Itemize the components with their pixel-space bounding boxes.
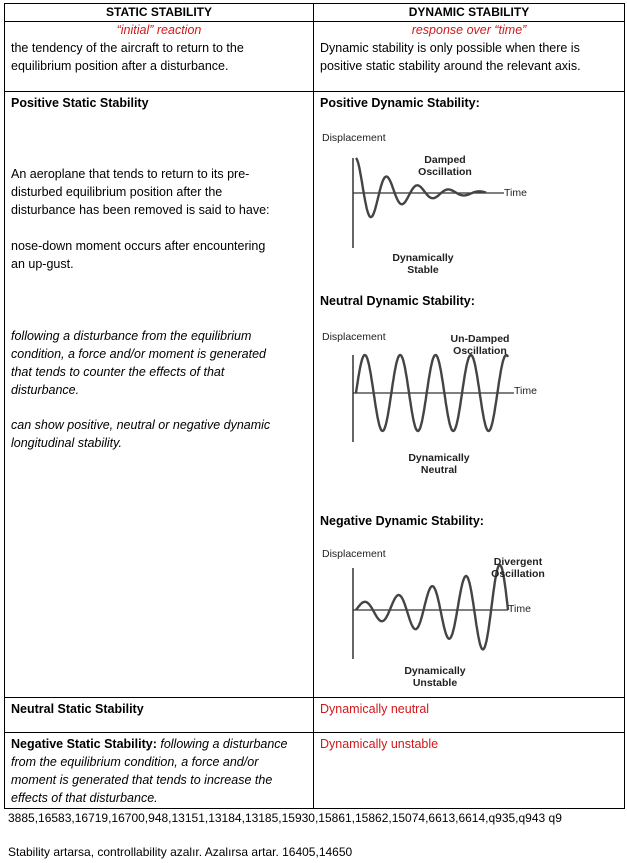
text-line: that tends to counter the effects of that bbox=[11, 365, 225, 379]
caption-line: Dynamically bbox=[404, 665, 466, 677]
table-border-top bbox=[4, 3, 625, 4]
static-definition-line: the tendency of the aircraft to return to the bbox=[11, 41, 244, 55]
positive-static-note bbox=[11, 416, 311, 452]
table-column-divider bbox=[313, 3, 314, 809]
positive-row-divider bbox=[4, 697, 625, 698]
positive-static-definition bbox=[11, 327, 311, 399]
text-line: An aeroplane that tends to return to its pre- bbox=[11, 167, 250, 181]
static-definition-line: equilibrium position after a disturbance. bbox=[11, 59, 229, 73]
dynamically-unstable-label: Dynamically unstable bbox=[320, 737, 439, 751]
table-border-right bbox=[624, 3, 625, 809]
negative-static-title: Negative Static Stability: bbox=[11, 737, 157, 751]
text-line: following a disturbance from the equilibrium bbox=[11, 329, 252, 343]
table-border-left bbox=[4, 3, 5, 809]
text-line: can show positive, neutral or negative dynamic bbox=[11, 418, 271, 432]
dynamically-neutral-label: Dynamically neutral bbox=[320, 702, 430, 716]
dynamic-subheader: response over “time” bbox=[411, 23, 527, 37]
stability-caption bbox=[390, 665, 480, 689]
negative-static-description bbox=[11, 735, 313, 807]
damped-oscillation-diagram bbox=[318, 128, 568, 278]
caption-line: Neutral bbox=[420, 464, 458, 476]
static-subheader: “initial” reaction bbox=[116, 23, 202, 37]
curve-label bbox=[478, 556, 558, 580]
caption-line: Stable bbox=[407, 264, 439, 276]
dynamic-definition-line: Dynamic stability is only possible when there is bbox=[320, 41, 580, 55]
text-line: effects of that disturbance. bbox=[11, 791, 158, 805]
undamped-oscillation-diagram bbox=[318, 327, 568, 487]
curve-label-line: Divergent bbox=[493, 556, 543, 568]
neutral-static-title: Neutral Static Stability bbox=[11, 702, 144, 716]
question-reference-numbers: 3885,16583,16719,16700,948,13151,13184,13185,15930,15861,15862,15074,6613,6614,q935,q943 q9 bbox=[8, 811, 562, 825]
neutral-dynamic-title: Neutral Dynamic Stability: bbox=[320, 294, 475, 308]
curve-label-line: Oscillation bbox=[418, 166, 472, 178]
x-axis-label: Time bbox=[508, 603, 531, 615]
curve-label bbox=[410, 154, 480, 178]
positive-static-title: Positive Static Stability bbox=[11, 96, 149, 110]
text-line: disturbed equilibrium position after the bbox=[11, 185, 223, 199]
caption-line: Unstable bbox=[412, 677, 458, 689]
positive-static-description bbox=[11, 165, 311, 219]
text-line bbox=[11, 735, 313, 753]
stability-caption bbox=[378, 252, 468, 276]
caption-line: Dynamically bbox=[392, 252, 454, 264]
y-axis-label: Displacement bbox=[322, 548, 386, 560]
table-border-bottom bbox=[4, 808, 625, 809]
curve-label-line: Damped bbox=[424, 154, 466, 166]
x-axis-label: Time bbox=[514, 385, 537, 397]
x-axis-label: Time bbox=[504, 187, 527, 199]
text-line: disturbance has been removed is said to have: bbox=[11, 203, 270, 217]
stability-caption bbox=[394, 452, 484, 476]
y-axis-label: Displacement bbox=[322, 331, 386, 343]
text-line: an up-gust. bbox=[11, 257, 74, 271]
text-line: moment is generated that tends to increase the bbox=[11, 773, 273, 787]
curve-label-line: Un-Damped bbox=[450, 333, 510, 345]
dynamic-definition bbox=[320, 39, 622, 75]
footer-note: Stability artarsa, controllability azalır. Azalırsa artar. 16405,14650 bbox=[8, 845, 353, 859]
curve-label bbox=[438, 333, 522, 357]
dynamic-stability-header: DYNAMIC STABILITY bbox=[408, 5, 530, 19]
positive-static-example bbox=[11, 237, 311, 273]
caption-line: Dynamically bbox=[408, 452, 470, 464]
definition-divider bbox=[4, 91, 625, 92]
positive-dynamic-title: Positive Dynamic Stability: bbox=[320, 96, 480, 110]
text-line: disturbance. bbox=[11, 383, 80, 397]
curve-label-line: Oscillation bbox=[453, 345, 507, 357]
static-definition bbox=[11, 39, 311, 75]
negative-dynamic-title: Negative Dynamic Stability: bbox=[320, 514, 484, 528]
static-stability-header: STATIC STABILITY bbox=[106, 5, 212, 19]
text-line: longitudinal stability. bbox=[11, 436, 122, 450]
text-line: from the equilibrium condition, a force and/or bbox=[11, 755, 259, 769]
text-line: nose-down moment occurs after encountering bbox=[11, 239, 266, 253]
stability-table bbox=[4, 3, 625, 809]
text-span: following a disturbance bbox=[156, 737, 288, 751]
curve-label-line: Oscillation bbox=[491, 568, 545, 580]
neutral-row-divider bbox=[4, 732, 625, 733]
y-axis-label: Displacement bbox=[322, 132, 386, 144]
dynamic-definition-line: positive static stability around the relevant axis. bbox=[320, 59, 581, 73]
divergent-oscillation-diagram bbox=[318, 544, 568, 694]
text-line: condition, a force and/or moment is generated bbox=[11, 347, 267, 361]
